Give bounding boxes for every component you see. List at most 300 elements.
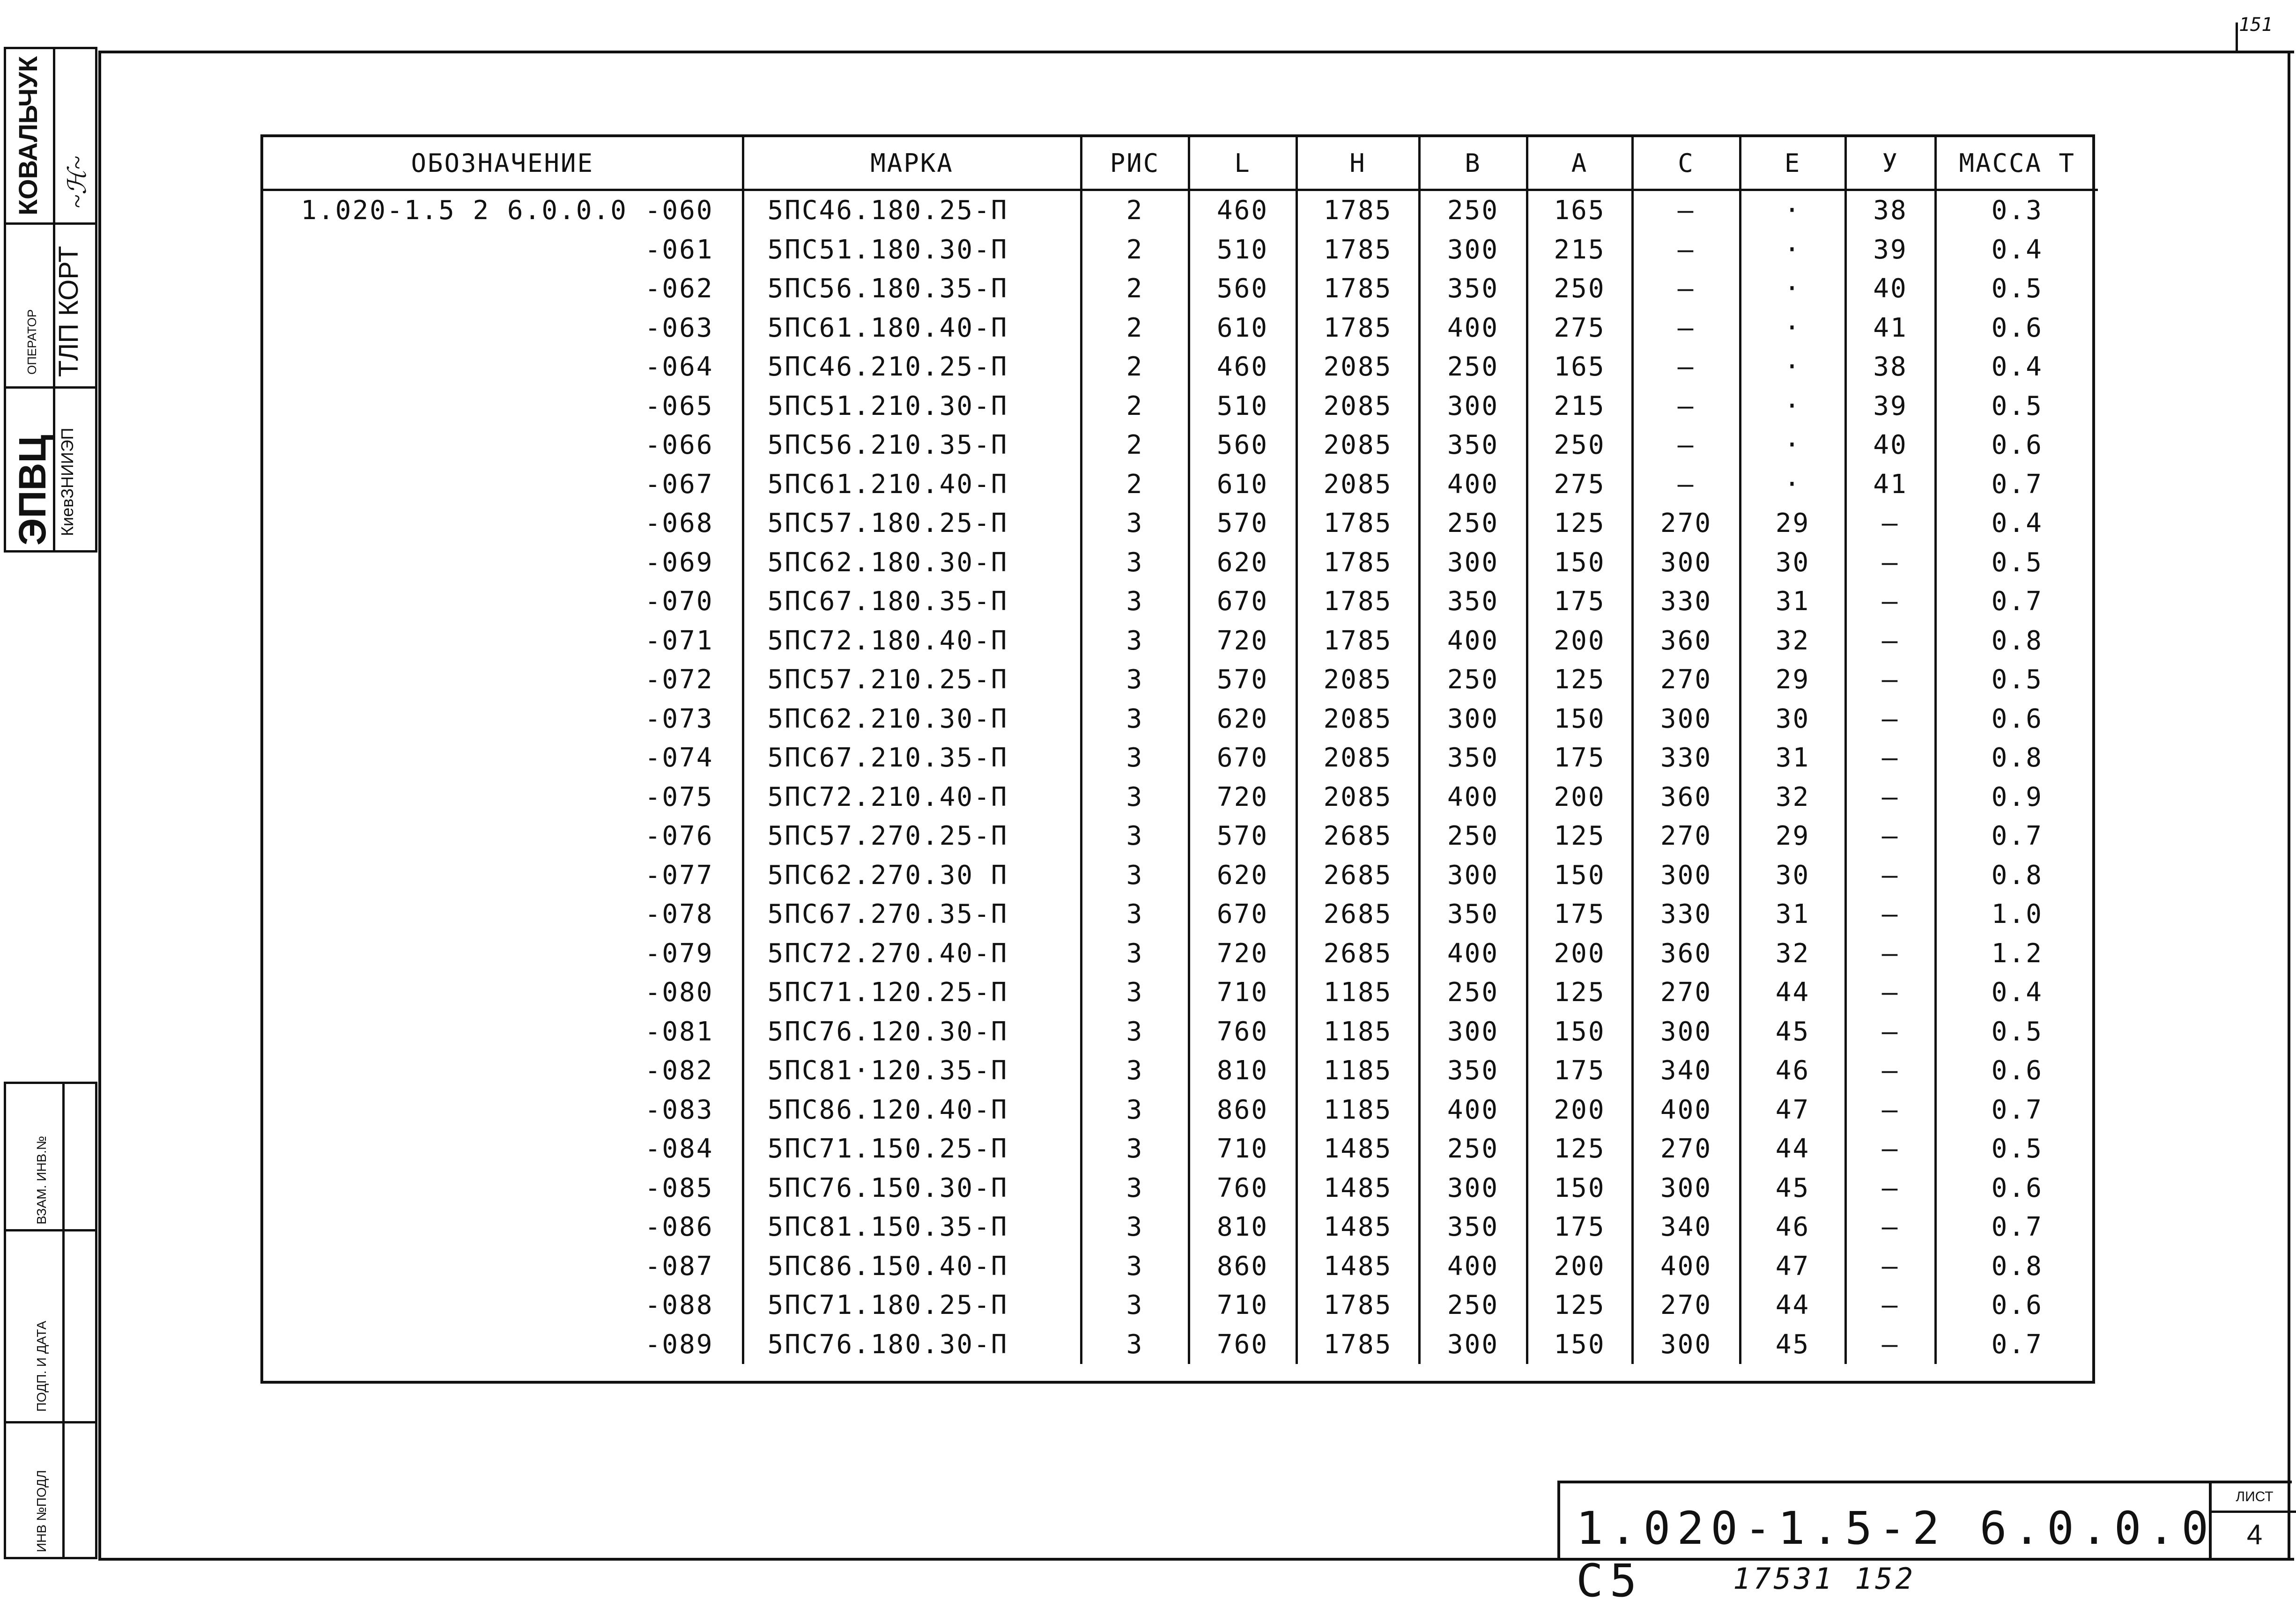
table-cell: 46 [1740, 1051, 1845, 1091]
frame-right [2288, 51, 2290, 1561]
frame-top [98, 51, 2294, 53]
table-cell: 0.7 [1935, 1208, 2098, 1247]
table-cell: 3 [1081, 817, 1189, 856]
table-cell: 3 [1081, 621, 1189, 661]
table-cell: 400 [1419, 778, 1527, 817]
table-cell: – [1632, 426, 1740, 465]
table-cell: – [1845, 856, 1935, 895]
table-cell: 250 [1527, 269, 1632, 309]
table-cell: 3 [1081, 778, 1189, 817]
table-cell: 5ПС72.180.40-П [743, 621, 1081, 661]
table-row [263, 426, 2098, 465]
table-cell: 1785 [1296, 309, 1419, 348]
table-cell: 1485 [1296, 1247, 1419, 1286]
table-cell: 0.4 [1935, 973, 2098, 1012]
table-cell: · [1740, 309, 1845, 348]
table-cell: 5ПС56.210.35-П [743, 426, 1081, 465]
table-cell: 300 [1419, 230, 1527, 270]
table-cell: -064 [644, 352, 714, 383]
table-cell: -072 [644, 664, 714, 695]
table-cell: 250 [1419, 190, 1527, 230]
table-cell: 710 [1189, 1129, 1296, 1169]
table-cell: -067 [644, 469, 714, 500]
table-cell: 175 [1527, 738, 1632, 778]
table-cell: 2685 [1296, 934, 1419, 973]
table-cell: -081 [644, 1016, 714, 1047]
table-cell: 2 [1081, 230, 1189, 270]
table-cell: 300 [1632, 1012, 1740, 1052]
table-cell: 300 [1419, 387, 1527, 426]
table-cell: 39 [1845, 230, 1935, 270]
table-cell: 0.4 [1935, 347, 2098, 387]
table-cell: 38 [1845, 347, 1935, 387]
table-cell: 510 [1189, 387, 1296, 426]
table-cell: 300 [1632, 1325, 1740, 1364]
table-cell: 460 [1189, 347, 1296, 387]
table-cell: 5ПС71.180.25-П [743, 1286, 1081, 1325]
org-name: ЭПВЦ [11, 435, 54, 545]
table-cell: 350 [1419, 1208, 1527, 1247]
table-cell: 2685 [1296, 817, 1419, 856]
table-cell: -085 [644, 1172, 714, 1203]
table-cell: 0.5 [1935, 1129, 2098, 1169]
table-cell: 5ПС62.180.30-П [743, 543, 1081, 582]
sheet-box [2209, 1483, 2296, 1560]
vzam-label: ВЗАМ. ИНВ.№ [34, 1135, 49, 1224]
table-cell: 2085 [1296, 778, 1419, 817]
table-row [263, 1325, 2098, 1364]
table-cell: -088 [644, 1290, 714, 1321]
table-row [263, 1051, 2098, 1091]
table-cell: 0.7 [1935, 1325, 2098, 1364]
table-cell: 2 [1081, 190, 1189, 230]
table-cell: – [1632, 387, 1740, 426]
table-cell: 3 [1081, 895, 1189, 934]
table-cell: 250 [1419, 347, 1527, 387]
table-cell: 0.8 [1935, 621, 2098, 661]
table-cell: 270 [1632, 1286, 1740, 1325]
table-cell: -066 [644, 430, 714, 461]
table-cell: 0.5 [1935, 269, 2098, 309]
table-cell: 5ПС61.180.40-П [743, 309, 1081, 348]
table-cell: 3 [1081, 1325, 1189, 1364]
table-cell: 330 [1632, 738, 1740, 778]
table-cell: -073 [644, 703, 714, 734]
table-cell: 125 [1527, 504, 1632, 543]
spec-table [260, 134, 2095, 1384]
table-cell: 0.6 [1935, 700, 2098, 739]
table-cell: 300 [1419, 856, 1527, 895]
table-cell: – [1845, 1169, 1935, 1208]
table-cell: – [1632, 190, 1740, 230]
table-cell: 250 [1419, 1129, 1527, 1169]
table-cell: · [1740, 465, 1845, 504]
table-row [263, 1208, 2098, 1247]
table-cell: 360 [1632, 934, 1740, 973]
table-cell: 175 [1527, 582, 1632, 621]
table-cell: 0.7 [1935, 817, 2098, 856]
table-cell: 620 [1189, 856, 1296, 895]
table-cell: 125 [1527, 973, 1632, 1012]
table-cell: 760 [1189, 1325, 1296, 1364]
table-row [263, 269, 2098, 309]
table-cell: 0.8 [1935, 856, 2098, 895]
table-row [263, 387, 2098, 426]
table-cell: 460 [1189, 190, 1296, 230]
table-cell: – [1845, 1325, 1935, 1364]
table-cell: 5ПС86.120.40-П [743, 1091, 1081, 1130]
table-row [263, 1129, 2098, 1169]
table-row [263, 973, 2098, 1012]
header-cell: МАРКА [743, 137, 1081, 190]
table-cell: 5ПС81.150.35-П [743, 1208, 1081, 1247]
table-cell: 5ПС57.210.25-П [743, 660, 1081, 700]
header-cell: РИС [1081, 137, 1189, 190]
table-cell: 5ПС57.270.25-П [743, 817, 1081, 856]
table-cell: 1785 [1296, 1325, 1419, 1364]
table-cell: 1185 [1296, 1091, 1419, 1130]
inv-label: ИНВ №ПОДЛ [34, 1470, 49, 1552]
table-cell: 5ПС67.270.35-П [743, 895, 1081, 934]
table-cell: 710 [1189, 1286, 1296, 1325]
table-cell: 400 [1632, 1247, 1740, 1286]
table-cell: 31 [1740, 738, 1845, 778]
table-cell: 340 [1632, 1051, 1740, 1091]
table-cell: -062 [644, 273, 714, 304]
table-cell: 400 [1419, 309, 1527, 348]
table-cell: 1485 [1296, 1129, 1419, 1169]
table-cell: 2085 [1296, 347, 1419, 387]
table-cell: – [1845, 621, 1935, 661]
table-cell: 350 [1419, 426, 1527, 465]
table-cell: 0.5 [1935, 660, 2098, 700]
table-cell: 5ПС81·120.35-П [743, 1051, 1081, 1091]
table-cell: – [1845, 895, 1935, 934]
sheet-label: ЛИСТ [2212, 1483, 2296, 1513]
table-cell: 200 [1527, 1091, 1632, 1130]
table-cell: 150 [1527, 543, 1632, 582]
table-row [263, 895, 2098, 934]
table-cell: 0.6 [1935, 309, 2098, 348]
table-cell: 200 [1527, 778, 1632, 817]
table-cell: 270 [1632, 504, 1740, 543]
table-cell: – [1845, 660, 1935, 700]
table-cell: 38 [1845, 190, 1935, 230]
table-cell: 47 [1740, 1247, 1845, 1286]
table-cell: 0.7 [1935, 1091, 2098, 1130]
header-cell: МАССА Т [1935, 137, 2098, 190]
table-cell: 2085 [1296, 738, 1419, 778]
table-row [263, 347, 2098, 387]
table-cell: -083 [644, 1094, 714, 1125]
table-cell: 1785 [1296, 190, 1419, 230]
table-cell: 400 [1419, 465, 1527, 504]
header-cell: C [1632, 137, 1740, 190]
table-cell: 31 [1740, 582, 1845, 621]
table-row [263, 543, 2098, 582]
table-cell: 0.5 [1935, 1012, 2098, 1052]
document-code: 1.020-1.5-2 6.0.0.0 С5 [1576, 1502, 2215, 1607]
table-cell: 200 [1527, 934, 1632, 973]
table-cell: 150 [1527, 1012, 1632, 1052]
table-cell: 29 [1740, 504, 1845, 543]
table-cell: 360 [1632, 778, 1740, 817]
table-cell: 5ПС46.210.25-П [743, 347, 1081, 387]
table-cell: – [1845, 582, 1935, 621]
table-cell: 250 [1419, 973, 1527, 1012]
table-cell: -086 [644, 1212, 714, 1243]
table-cell: 670 [1189, 738, 1296, 778]
table-cell: 250 [1419, 504, 1527, 543]
table-cell: – [1632, 269, 1740, 309]
table-cell: 2085 [1296, 700, 1419, 739]
table-cell: 620 [1189, 543, 1296, 582]
table-cell: 46 [1740, 1208, 1845, 1247]
table-cell: 3 [1081, 582, 1189, 621]
table-cell: 0.6 [1935, 426, 2098, 465]
table-cell: 3 [1081, 856, 1189, 895]
table-cell: 670 [1189, 895, 1296, 934]
corner-tick [2236, 22, 2238, 52]
table-cell: -074 [644, 743, 714, 774]
table-cell: 5ПС71.150.25-П [743, 1129, 1081, 1169]
table-cell: 200 [1527, 1247, 1632, 1286]
table-cell: 5ПС57.180.25-П [743, 504, 1081, 543]
table-cell: 350 [1419, 895, 1527, 934]
table-cell: 270 [1632, 660, 1740, 700]
table-cell: – [1845, 778, 1935, 817]
table-cell: – [1845, 817, 1935, 856]
table-cell: 3 [1081, 1129, 1189, 1169]
table-cell: – [1845, 700, 1935, 739]
table-cell: 400 [1419, 1091, 1527, 1130]
table-cell: 2085 [1296, 387, 1419, 426]
table-cell: 45 [1740, 1012, 1845, 1052]
header-cell: E [1740, 137, 1845, 190]
table-cell: 3 [1081, 1247, 1189, 1286]
table-cell: 720 [1189, 934, 1296, 973]
table-cell: 570 [1189, 660, 1296, 700]
table-cell: 1785 [1296, 582, 1419, 621]
table-cell: 150 [1527, 1169, 1632, 1208]
table-cell: – [1845, 1286, 1935, 1325]
table-cell: 350 [1419, 738, 1527, 778]
table-row [263, 856, 2098, 895]
table-cell: -082 [644, 1055, 714, 1086]
table-cell: 200 [1527, 621, 1632, 661]
table-cell: – [1845, 1051, 1935, 1091]
table-cell: 0.4 [1935, 504, 2098, 543]
table-cell: 5ПС72.270.40-П [743, 934, 1081, 973]
table-cell: 150 [1527, 856, 1632, 895]
table-cell: 3 [1081, 1169, 1189, 1208]
operator-name: ТЛП КОРТ [53, 246, 84, 377]
table-cell: 215 [1527, 387, 1632, 426]
table-cell: 1785 [1296, 504, 1419, 543]
table-cell: 0.8 [1935, 1247, 2098, 1286]
table-cell: 300 [1632, 1169, 1740, 1208]
table-cell: – [1845, 1091, 1935, 1130]
table-cell: 5ПС76.120.30-П [743, 1012, 1081, 1052]
table-cell: 3 [1081, 738, 1189, 778]
table-cell: 175 [1527, 1208, 1632, 1247]
table-cell: 340 [1632, 1208, 1740, 1247]
table-cell: 165 [1527, 190, 1632, 230]
table-cell: 5ПС86.150.40-П [743, 1247, 1081, 1286]
table-row [263, 817, 2098, 856]
header-cell: ОБОЗНАЧЕНИЕ [263, 137, 743, 190]
table-cell: 760 [1189, 1169, 1296, 1208]
table-cell: 810 [1189, 1208, 1296, 1247]
table-cell: 760 [1189, 1012, 1296, 1052]
table-cell: 125 [1527, 1129, 1632, 1169]
table-cell: 1485 [1296, 1169, 1419, 1208]
table-cell: 860 [1189, 1247, 1296, 1286]
table-cell: – [1632, 309, 1740, 348]
table-cell: 3 [1081, 1286, 1189, 1325]
table-cell: 29 [1740, 660, 1845, 700]
table-cell: – [1845, 973, 1935, 1012]
table-cell: – [1845, 1012, 1935, 1052]
table-cell: 0.9 [1935, 778, 2098, 817]
table-row [263, 504, 2098, 543]
table-cell: 3 [1081, 934, 1189, 973]
table-cell: 150 [1527, 1325, 1632, 1364]
table-cell: · [1740, 269, 1845, 309]
table-cell: 510 [1189, 230, 1296, 270]
table-cell: 275 [1527, 309, 1632, 348]
table-cell: 29 [1740, 817, 1845, 856]
table-cell: -089 [644, 1329, 714, 1360]
table-cell: 0.4 [1935, 230, 2098, 270]
author-stamp [4, 47, 97, 553]
table-cell: 5ПС62.210.30-П [743, 700, 1081, 739]
table-cell: 400 [1419, 621, 1527, 661]
table-cell: 32 [1740, 621, 1845, 661]
table-cell: 0.7 [1935, 465, 2098, 504]
table-cell: 350 [1419, 269, 1527, 309]
table-cell: 1.020-1.5 2 6.0.0.0 -060 [301, 195, 714, 226]
table-cell: 570 [1189, 817, 1296, 856]
table-cell: 125 [1527, 817, 1632, 856]
table-cell: 3 [1081, 543, 1189, 582]
table-cell: -075 [644, 781, 714, 812]
table-cell: – [1845, 543, 1935, 582]
table-cell: 1.2 [1935, 934, 2098, 973]
table-cell: 40 [1845, 269, 1935, 309]
table-cell: 175 [1527, 1051, 1632, 1091]
table-cell: 3 [1081, 700, 1189, 739]
table-cell: – [1632, 347, 1740, 387]
table-cell: 45 [1740, 1325, 1845, 1364]
table-cell: 45 [1740, 1169, 1845, 1208]
table-cell: 270 [1632, 817, 1740, 856]
table-cell: 0.6 [1935, 1051, 2098, 1091]
table-cell: 250 [1527, 426, 1632, 465]
table-cell: – [1632, 230, 1740, 270]
table-cell: 330 [1632, 582, 1740, 621]
table-cell: -071 [644, 625, 714, 656]
table-cell: 215 [1527, 230, 1632, 270]
table-cell: 250 [1419, 660, 1527, 700]
table-cell: 250 [1419, 1286, 1527, 1325]
table-row [263, 1012, 2098, 1052]
approval-stamp [4, 1082, 97, 1559]
table-cell: 3 [1081, 1012, 1189, 1052]
table-cell: 0.8 [1935, 738, 2098, 778]
table-cell: 250 [1419, 817, 1527, 856]
table-cell: 1785 [1296, 621, 1419, 661]
table-cell: 300 [1419, 700, 1527, 739]
table-cell: 400 [1632, 1091, 1740, 1130]
table-row [263, 738, 2098, 778]
table-cell: 2 [1081, 426, 1189, 465]
table-cell: 2 [1081, 387, 1189, 426]
table-cell: 860 [1189, 1091, 1296, 1130]
table-cell: -084 [644, 1134, 714, 1165]
table-cell: 44 [1740, 973, 1845, 1012]
table-cell: 570 [1189, 504, 1296, 543]
table-cell: 610 [1189, 309, 1296, 348]
table-row [263, 700, 2098, 739]
table-cell: 350 [1419, 1051, 1527, 1091]
table-cell: 300 [1632, 543, 1740, 582]
table-cell: 3 [1081, 504, 1189, 543]
org-subname: КиевЗНИИЭП [58, 428, 77, 536]
table-row [263, 1091, 2098, 1130]
archive-number: 17531 152 [1733, 1562, 1916, 1596]
table-cell: 30 [1740, 700, 1845, 739]
table-cell: 1.0 [1935, 895, 2098, 934]
table-cell: 1185 [1296, 1012, 1419, 1052]
podp-label: ПОДП. И ДАТА [34, 1320, 49, 1412]
table-row [263, 309, 2098, 348]
table-cell: · [1740, 426, 1845, 465]
table-cell: 3 [1081, 1208, 1189, 1247]
table-row [263, 1247, 2098, 1286]
table-cell: 300 [1419, 543, 1527, 582]
table-header-row [263, 137, 2098, 190]
table-cell: 300 [1632, 856, 1740, 895]
table-cell: 400 [1419, 1247, 1527, 1286]
table-cell: 0.3 [1935, 190, 2098, 230]
table-cell: -070 [644, 586, 714, 617]
table-cell: 39 [1845, 387, 1935, 426]
header-cell: H [1296, 137, 1419, 190]
table-row [263, 778, 2098, 817]
table-cell: 3 [1081, 1051, 1189, 1091]
table-cell: 350 [1419, 582, 1527, 621]
table-cell: 720 [1189, 778, 1296, 817]
table-cell: 5ПС56.180.35-П [743, 269, 1081, 309]
table-cell: 32 [1740, 934, 1845, 973]
table-row [263, 582, 2098, 621]
table-cell: 2685 [1296, 895, 1419, 934]
table-cell: 710 [1189, 973, 1296, 1012]
table-cell: 2 [1081, 347, 1189, 387]
table-cell: – [1845, 1129, 1935, 1169]
table-row [263, 660, 2098, 700]
table-cell: 0.7 [1935, 582, 2098, 621]
table-row [263, 1286, 2098, 1325]
table-cell: 270 [1632, 973, 1740, 1012]
table-cell: 125 [1527, 660, 1632, 700]
table-cell: 5ПС61.210.40-П [743, 465, 1081, 504]
table-cell: 275 [1527, 465, 1632, 504]
table-cell: 0.6 [1935, 1169, 2098, 1208]
table-cell: -087 [644, 1251, 714, 1282]
table-cell: 300 [1419, 1169, 1527, 1208]
